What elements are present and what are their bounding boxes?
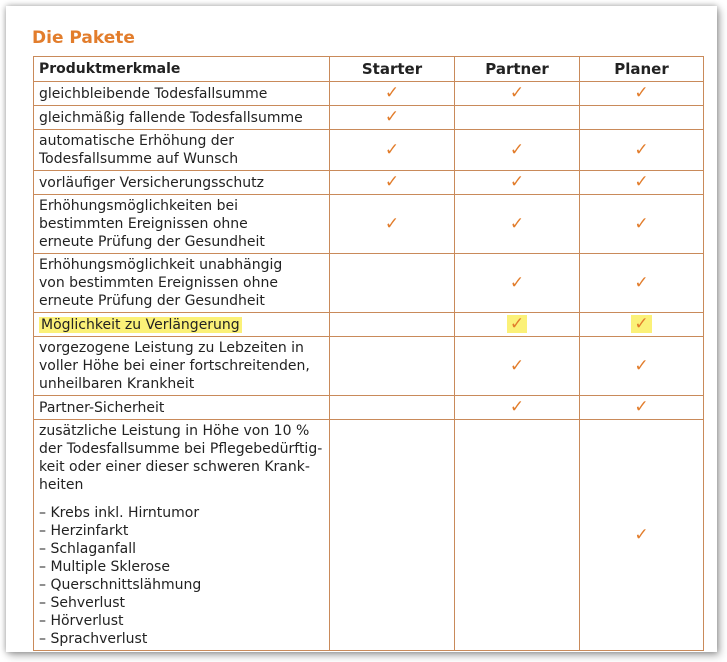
checkmark-icon: ✓ [384,213,400,234]
table-row [34,396,704,420]
feature-cell [34,420,330,651]
package-comparison-table [33,56,704,651]
section-title: Die Pakete [32,28,135,48]
feature-text-line: unheilbaren Krankheit [39,376,195,392]
feature-text-line: Erhöhungsmöglichkeiten bei [39,198,238,214]
feature-text-line: voller Höhe bei einer fortschreitenden, [39,358,310,374]
disease-list [39,504,324,648]
check-cell-partner [455,106,580,130]
table-row [34,130,704,171]
table-row [34,171,704,195]
feature-text-line: vorgezogene Leistung zu Lebzeiten in [39,340,304,356]
feature-cell [34,337,330,396]
check-cell-planer [580,106,704,130]
check-cell-partner [455,195,580,254]
checkmark-icon: ✓ [509,213,525,234]
table-row [34,254,704,313]
checkmark-icon: ✓ [384,172,400,192]
checkmark-icon: ✓ [634,272,649,293]
feature-text-line: automatische Erhöhung der [39,133,235,149]
feature-text-line: erneute Prüfung der Gesundheit [39,293,265,309]
check-cell-planer [580,254,704,313]
feature-text-line: Partner-Sicherheit [39,399,165,416]
checkmark-icon: ✓ [509,397,525,417]
feature-cell [34,195,330,254]
checkmark-icon: ✓ [631,315,651,333]
column-header-starter: Starter [330,57,455,82]
checkmark-icon: ✓ [509,83,525,103]
check-cell-partner [455,313,580,337]
checkmark-icon: ✓ [507,315,527,333]
check-cell-starter [330,82,455,106]
check-cell-planer [580,195,704,254]
column-header-features: Produktmerkmale [34,57,330,82]
check-cell-partner [455,171,580,195]
feature-text-line: vorläufiger Versicherungsschutz [39,174,264,191]
disease-list-item: – Querschnittslähmung [39,577,202,593]
column-header-planer: Planer [580,57,704,82]
checkmark-icon: ✓ [509,172,525,192]
check-cell-partner [455,337,580,396]
feature-cell [34,130,330,171]
feature-text-line: der Todesfallsumme bei Pflegebedürftig- [39,441,323,457]
feature-text-line: Erhöhungsmöglichkeit unabhängig [39,257,283,273]
table-row [34,82,704,106]
checkmark-icon: ✓ [634,213,649,234]
check-cell-starter [330,396,455,420]
feature-cell [34,171,330,195]
feature-text-line: heiten [39,477,84,493]
checkmark-icon: ✓ [509,355,525,376]
check-cell-partner [455,82,580,106]
feature-text-line: bestimmten Ereignissen ohne [39,216,248,232]
checkmark-icon: ✓ [384,107,400,127]
check-cell-planer [580,337,704,396]
checkmark-icon: ✓ [634,83,649,103]
disease-list-item: – Multiple Sklerose [39,559,170,575]
feature-text-line: keit oder einer dieser schweren Krank- [39,459,310,475]
disease-list-item: – Sehverlust [39,595,126,611]
check-cell-starter [330,420,455,651]
table-body [34,82,704,651]
feature-text-line: gleichmäßig fallende Todesfallsumme [39,109,303,126]
checkmark-icon: ✓ [384,139,400,160]
feature-cell [34,254,330,313]
table-row [34,313,704,337]
checkmark-icon: ✓ [634,524,649,545]
table-row [34,195,704,254]
disease-list-item: – Schlaganfall [39,541,137,557]
checkmark-icon: ✓ [509,272,525,293]
document-card [6,6,717,652]
disease-list-item: – Krebs inkl. Hirntumor [39,505,200,521]
disease-list-item: – Hörverlust [39,613,124,629]
feature-cell [34,82,330,106]
feature-cell [34,106,330,130]
check-cell-partner [455,254,580,313]
feature-cell [34,396,330,420]
column-header-partner: Partner [455,57,580,82]
check-cell-partner [455,130,580,171]
disease-list-item: – Sprachverlust [39,631,148,647]
feature-text-line [39,316,324,334]
checkmark-icon: ✓ [634,397,649,417]
check-cell-planer [580,396,704,420]
feature-cell [34,313,330,337]
check-cell-planer [580,420,704,651]
table-header-row [34,57,704,82]
check-cell-starter [330,254,455,313]
highlighted-feature-text: Möglichkeit zu Verlängerung [41,316,240,333]
feature-text-line: Todesfallsumme auf Wunsch [39,151,239,167]
check-cell-partner [455,420,580,651]
check-cell-starter [330,313,455,337]
feature-text-line: erneute Prüfung der Gesundheit [39,234,265,250]
check-cell-planer [580,130,704,171]
check-cell-starter [330,337,455,396]
table-row [34,420,704,651]
checkmark-icon: ✓ [384,83,400,103]
check-cell-starter [330,130,455,171]
checkmark-icon: ✓ [634,172,649,192]
feature-text-line: gleichbleibende Todesfallsumme [39,85,268,102]
check-cell-starter [330,106,455,130]
check-cell-planer [580,82,704,106]
check-cell-planer [580,313,704,337]
checkmark-icon: ✓ [634,139,649,160]
table-row [34,337,704,396]
check-cell-starter [330,195,455,254]
feature-text-line: zusätzliche Leistung in Höhe von 10 % [39,423,310,439]
check-cell-starter [330,171,455,195]
checkmark-icon: ✓ [509,139,525,160]
check-cell-partner [455,396,580,420]
checkmark-icon: ✓ [634,355,649,376]
feature-text-line: von bestimmten Ereignissen ohne [39,275,278,291]
table-row [34,106,704,130]
check-cell-planer [580,171,704,195]
disease-list-item: – Herzinfarkt [39,523,129,539]
